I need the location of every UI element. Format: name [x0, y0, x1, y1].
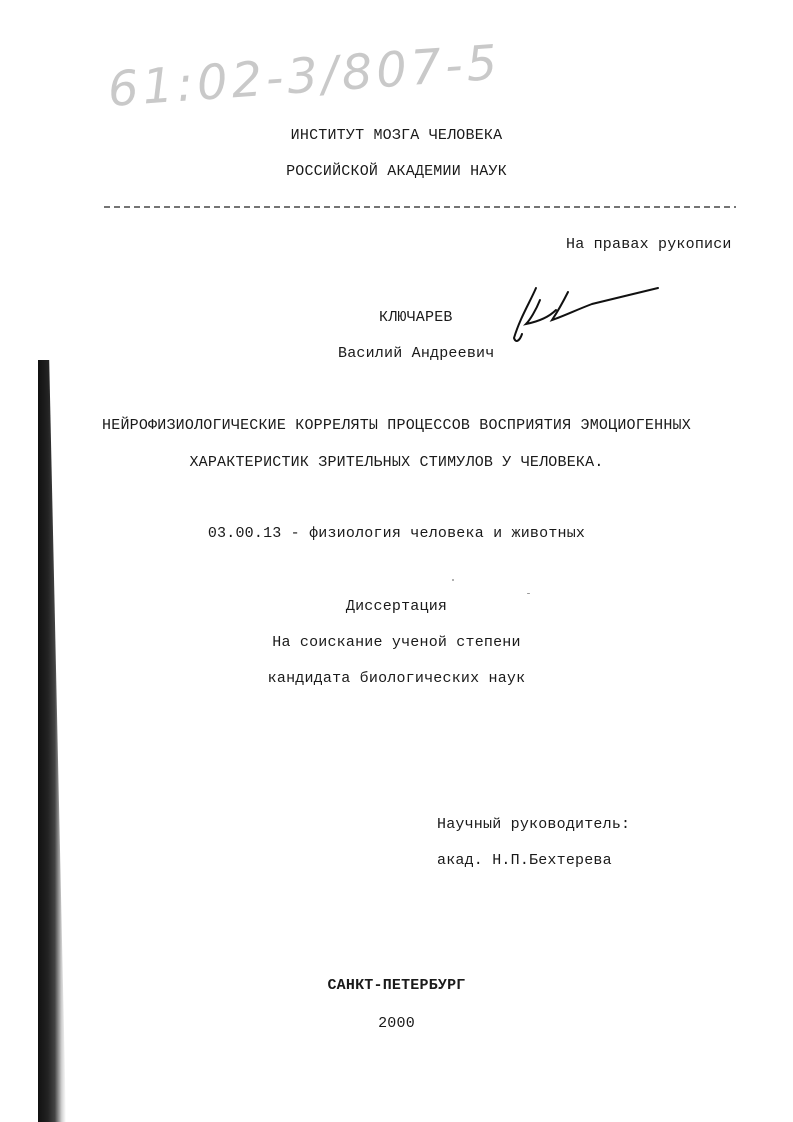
scan-speck — [452, 579, 454, 581]
author-given-names: Василий Андреевич — [338, 345, 495, 362]
scan-speck — [527, 593, 530, 594]
degree-field: кандидата биологических наук — [267, 670, 526, 687]
thesis-title-line-1: НЕЙРОФИЗИОЛОГИЧЕСКИЕ КОРРЕЛЯТЫ ПРОЦЕССОВ ВОСПРИЯТИЯ ЭМОЦИОГЕННЫХ — [102, 417, 691, 434]
dashed-divider — [104, 198, 736, 212]
dissertation-label: Диссертация — [345, 598, 448, 615]
archive-mark: 61:02-3/807-5 — [106, 34, 503, 118]
scan-edge-shadow — [38, 360, 66, 1122]
supervisor-name: акад. Н.П.Бехтерева — [437, 852, 612, 869]
supervisor-label: Научный руководитель: — [437, 816, 631, 833]
degree-line: На соискание ученой степени — [272, 634, 521, 651]
author-signature — [506, 282, 666, 348]
specialty-code: 03.00.13 - физиология человека и животных — [207, 525, 586, 542]
institute-name: ИНСТИТУТ МОЗГА ЧЕЛОВЕКА — [290, 127, 503, 144]
thesis-title-line-2: ХАРАКТЕРИСТИК ЗРИТЕЛЬНЫХ СТИМУЛОВ У ЧЕЛОВЕКА. — [189, 454, 604, 471]
author-surname: КЛЮЧАРЕВ — [379, 309, 453, 326]
rights-note: На правах рукописи — [566, 236, 732, 253]
academy-name: РОССИЙСКОЙ АКАДЕМИИ НАУК — [286, 163, 507, 180]
year: 2000 — [378, 1015, 415, 1032]
city: САНКТ-ПЕТЕРБУРГ — [327, 977, 466, 994]
